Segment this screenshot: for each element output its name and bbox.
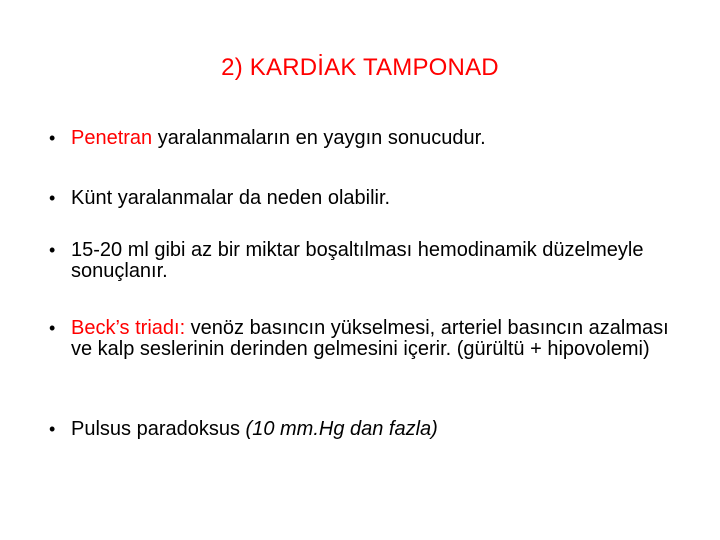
bullet-dot: • — [49, 188, 56, 208]
bullet-italic-note: (10 mm.Hg dan fazla) — [245, 418, 438, 440]
bullet-highlight: Beck’s triadı: — [71, 317, 186, 339]
bullet-highlight: Penetran — [71, 127, 153, 149]
bullet-text: venöz basıncın yükselmesi, arteriel basıncın azalması ve kalp seslerinin derinden gelmesini içerir. (gürültü + hipovolemi) — [71, 317, 669, 360]
bullet-dot: • — [49, 240, 56, 260]
bullet-dot: • — [49, 128, 56, 148]
bullet-text: yaralanmaların en yaygın sonucudur. — [152, 127, 486, 149]
bullet-item-pulsus-paradoksus — [49, 419, 689, 440]
bullet-text: 15-20 ml gibi az bir miktar boşaltılması hemodinamik düzelmeyle sonuçlanır. — [71, 239, 644, 282]
bullet-item-kunt — [49, 188, 689, 209]
bullet-text: Pulsus paradoksus — [71, 418, 246, 440]
bullet-text: Künt yaralanmalar da neden olabilir. — [71, 187, 391, 209]
slide-title: 2) KARDİAK TAMPONAD — [221, 54, 499, 81]
bullet-item-penetran — [49, 128, 689, 149]
bullet-item-bosaltilmasi — [49, 240, 689, 282]
bullet-item-beck-triadi — [49, 318, 689, 360]
bullet-dot: • — [49, 318, 56, 338]
bullet-dot: • — [49, 419, 56, 439]
